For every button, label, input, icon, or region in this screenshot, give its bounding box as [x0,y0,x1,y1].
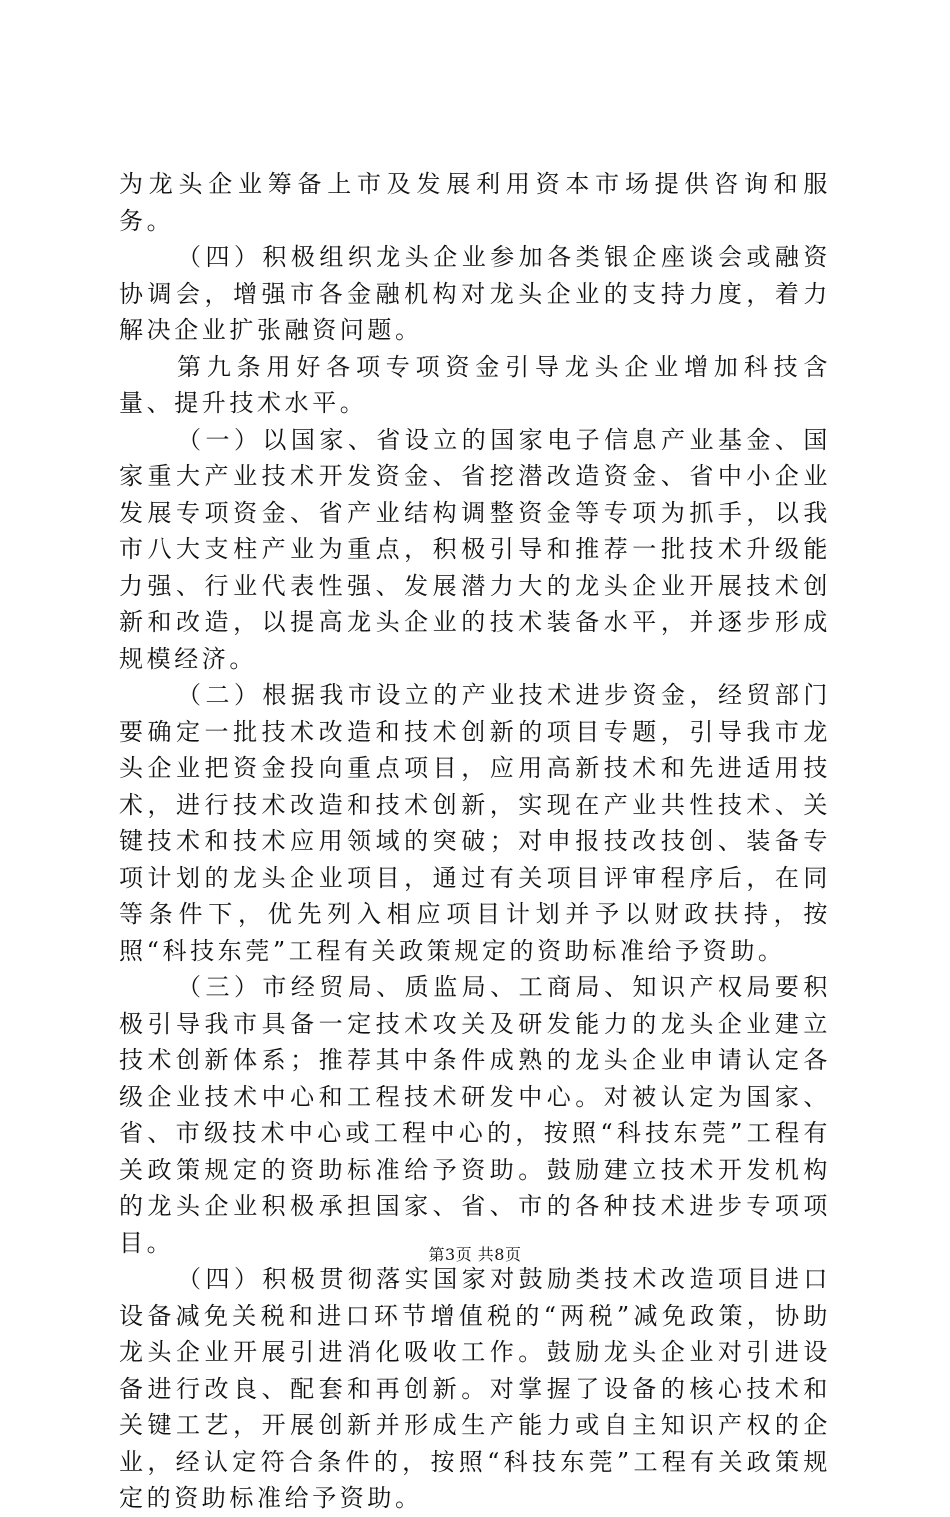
paragraph-continuation: 为龙头企业筹备上市及发展利用资本市场提供咨询和服务。 [119,170,831,235]
page-number-label: 第3页 共8页 [428,1245,522,1264]
page-footer [0,1242,950,1265]
paragraph-item-four-financing: （四）积极组织龙头企业参加各类银企座谈会或融资协调会，增强市各金融机构对龙头企业的支持力度，着力解决企业扩张融资问题。 [119,243,831,344]
paragraph-item-three-innovation: （三）市经贸局、质监局、工商局、知识产权局要积极引导我市具备一定技术攻关及研发能力的龙头企业建立技术创新体系；推荐其中条件成熟的龙头企业申请认定各级企业技术中心和工程技术研发中心。对被认定为国家、省、市级技术中心或工程中心的，按照“科技东莞”工程有关政策规定的资助标准给予资助。鼓励建立技术开发机构的龙头企业积极承担国家、省、市的各种技术进步专项项目。 [119,973,831,1257]
paragraph-item-four-tax: （四）积极贯彻落实国家对鼓励类技术改造项目进口设备减免关税和进口环节增值税的“两税”减免政策，协助龙头企业开展引进消化吸收工作。鼓励龙头企业对引进设备进行改良、配套和再创新。对掌握了设备的核心技术和关键工艺，开展创新并形成生产能力或自主知识产权的企业，经认定符合条件的，按照“科技东莞”工程有关政策规定的资助标准给予资助。 [119,1265,831,1512]
paragraph-article-nine: 第九条用好各项专项资金引导龙头企业增加科技含量、提升技术水平。 [119,352,831,417]
paragraph-item-two-progress-funds: （二）根据我市设立的产业技术进步资金，经贸部门要确定一批技术改造和技术创新的项目专题，引导我市龙头企业把资金投向重点项目，应用高新技术和先进适用技术，进行技术改造和技术创新，实现在产业共性技术、关键技术和技术应用领域的突破；对申报技改技创、装备专项计划的龙头企业项目，通过有关项目评审程序后，在同等条件下，优先列入相应项目计划并予以财政扶持，按照“科技东莞”工程有关政策规定的资助标准给予资助。 [119,681,831,965]
document-body [119,166,831,1517]
paragraph-item-one-funds: （一）以国家、省设立的国家电子信息产业基金、国家重大产业技术开发资金、省挖潜改造资金、省中小企业发展专项资金、省产业结构调整资金等专项为抓手，以我市八大支柱产业为重点，积极引导和推荐一批技术升级能力强、行业代表性强、发展潜力大的龙头企业开展技术创新和改造，以提高龙头企业的技术装备水平，并逐步形成规模经济。 [119,425,831,673]
